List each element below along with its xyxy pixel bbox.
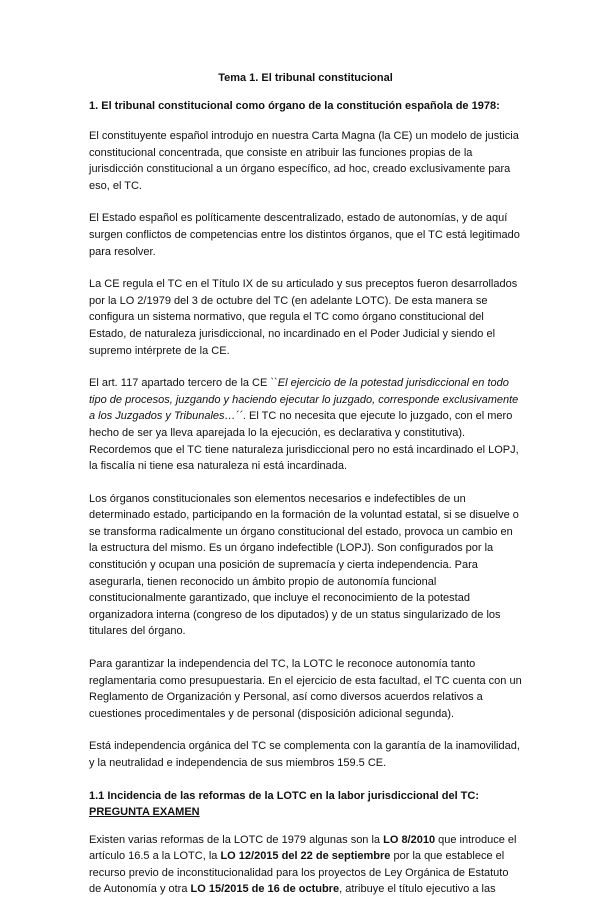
paragraph [89, 832, 522, 898]
exam-question-label: PREGUNTA EXAMEN [89, 805, 200, 818]
heading-text: 1.1 Incidencia de las reformas de la LOTC en la labor jurisdiccional del TC: [89, 789, 480, 802]
paragraph: Está independencia orgánica del TC se complementa con la garantía de la inamovilidad, y la neutralidad e independencia de sus miembros 159.5 CE. [89, 740, 520, 769]
document-title: Tema 1. El tribunal constitucional [218, 72, 393, 84]
text-run: , atribuye el título ejecutivo a las [339, 883, 496, 896]
text-run: Existen varias reformas de la LOTC de 1979 algunas son la [89, 833, 384, 846]
law-reference: LO 8/2010 [383, 833, 436, 846]
text-run: por la que establece el recurso previo de inconstitucionalidad para los proyectos de Ley Orgánica de Estatuto de Autonomía y otra [89, 850, 509, 896]
paragraph: Para garantizar la independencia del TC, la LOTC le reconoce autonomía tanto reglamentaria como presupuestaria. En el ejercicio de esta facultad, el TC cuenta con un Reglamento de Organización y Personal, así como diversos acuerdos relativos a cuestiones procedimentales y de personal (disposición adicional segunda). [89, 658, 522, 720]
paragraph: El constituyente español introdujo en nuestra Carta Magna (la CE) un modelo de justicia constitucional concentrada, que consiste en atribuir las funciones propias de la jurisdicción constitucional a un órgano específico, ad hoc, creado exclusivamente para eso, el TC. [89, 130, 519, 192]
section-1-heading: 1. El tribunal constitucional como órgano de la constitución española de 1978: [89, 100, 500, 112]
text-run: . El TC no necesita que ejecute lo juzgado, con el mero hecho de ser ya lleva aparejada lo la ejecución, es declarativa y constitutiva). Recordemos que el TC tiene naturaleza jurisdiccional pero no está incardinado el LOPJ, la fiscalía ni tiene esa naturaleza ni está incardinada. [89, 410, 519, 473]
text-run: que introduce el artículo 16.5 a la LOTC, la [89, 833, 517, 863]
paragraph: Los órganos constitucionales son elementos necesarios e indefectibles de un determinado estado, participando en la formación de la voluntad estatal, si se disuelve o se transforma radicalmente un órgano constitucional del estado, provoca un cambio en la estructura del mismo. Es un órgano indefectible (LOPJ). Son configurados por la constitución y ocupan una posición de supremacía y cierta independencia. Para asegurarla, tienen reconocido un ámbito propio de autonomía funcional constitucionalmente garantizado, que incluye el reconocimiento de la potestad organizadora interna (congreso de los diputados) y de un status singularizado de los titulares del órgano. [89, 492, 519, 638]
quote-italic: El ejercicio de la potestad jurisdiccional en todo tipo de procesos, juzgando y haciendo ejecutar lo juzgado, corresponde exclusivamente a los Juzgados y Tribunales…´´ [89, 377, 519, 423]
law-reference: LO 15/2015 de 16 de octubre [190, 883, 340, 896]
text-run: El art. 117 apartado tercero de la CE `` [89, 377, 278, 390]
paragraph: La CE regula el TC en el Título IX de su articulado y sus preceptos fueron desarrollados por la LO 2/1979 del 3 de octubre del TC (en adelante LOTC). De esta manera se configura un sistema normativo, que regula el TC como órgano constitucional del Estado, de naturaleza jurisdiccional, no incardinado en el Poder Judicial y siendo el supremo intérprete de la CE. [89, 278, 518, 357]
section-1-1-heading [89, 788, 522, 820]
law-reference: LO 12/2015 del 22 de septiembre [220, 850, 391, 863]
paragraph: El Estado español es políticamente descentralizado, estado de autonomías, y de aquí surgen conflictos de competencias entre los distintos órganos, que el TC está legitimado para resolver. [89, 212, 520, 258]
paragraph [89, 375, 522, 475]
